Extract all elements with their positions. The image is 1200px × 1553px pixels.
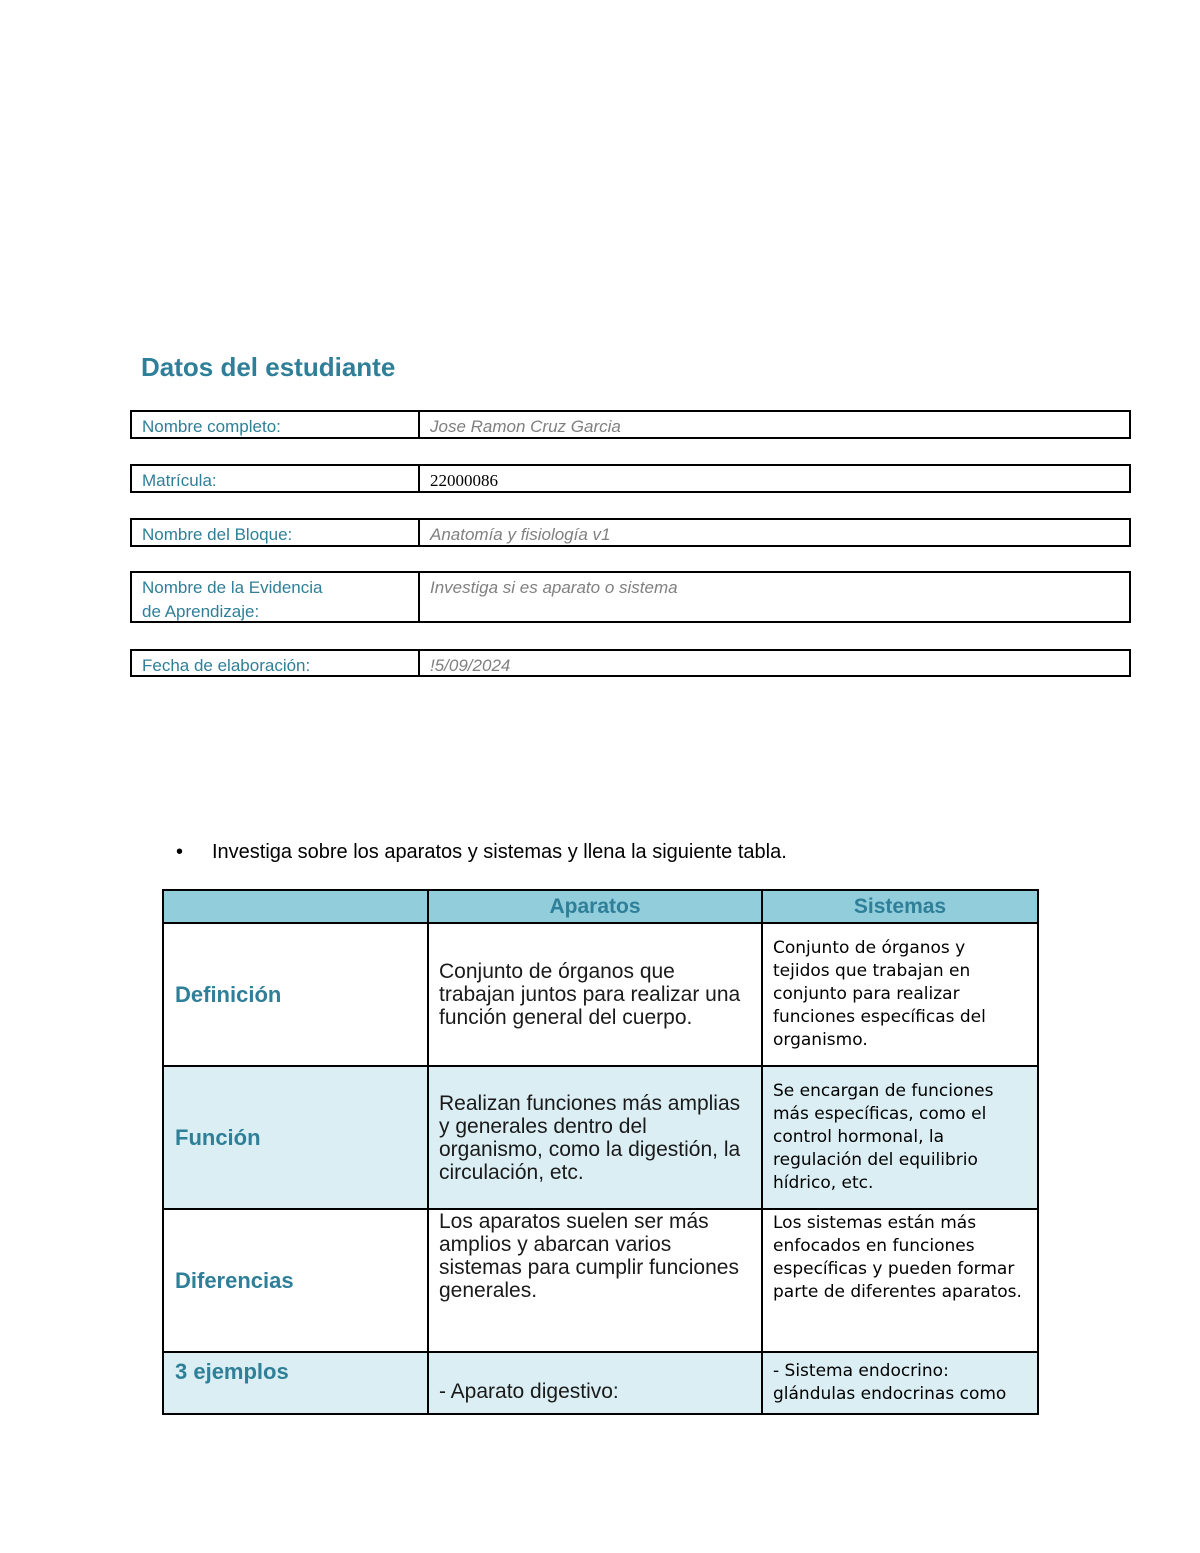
comparison-table [162, 889, 1039, 1415]
cell-aparatos: - Aparato digestivo: [428, 1352, 762, 1414]
field-nombre-evidencia [130, 571, 1131, 623]
cell-sistemas: Conjunto de órganos y tejidos que trabajan en conjunto para realizar funciones específicas del organismo. [762, 923, 1038, 1066]
instruction-text: Investiga sobre los aparatos y sistemas y llena la siguiente tabla. [212, 841, 787, 863]
field-nombre-completo [130, 410, 1131, 439]
bullet-icon: • [176, 841, 184, 863]
field-label: Nombre del Bloque: [132, 520, 420, 545]
cell-aparatos: Conjunto de órganos que trabajan juntos para realizar una función general del cuerpo. [428, 923, 762, 1066]
table-row [163, 1352, 1038, 1414]
field-value: Jose Ramon Cruz Garcia [430, 417, 621, 436]
field-value: Anatomía y fisiología v1 [430, 525, 611, 544]
table-header-empty [163, 890, 428, 923]
row-label: Función [163, 1066, 428, 1209]
field-value: Investiga si es aparato o sistema [430, 578, 678, 597]
field-label: Matrícula: [132, 466, 420, 491]
field-fecha [130, 649, 1131, 677]
row-label: Definición [163, 923, 428, 1066]
row-label: 3 ejemplos [163, 1352, 428, 1414]
field-label: Fecha de elaboración: [132, 651, 420, 675]
instruction [176, 841, 787, 864]
table-row [163, 923, 1038, 1066]
field-label [132, 573, 420, 621]
field-label-line: Nombre de la Evidencia [142, 578, 323, 597]
field-label-line: de Aprendizaje: [142, 602, 260, 621]
section-title: Datos del estudiante [141, 352, 396, 382]
table-row [163, 1209, 1038, 1352]
cell-sistemas: Los sistemas están más enfocados en funciones específicas y pueden formar parte de diferentes aparatos. [762, 1209, 1038, 1352]
table-header-row [163, 890, 1038, 923]
field-matricula [130, 464, 1131, 493]
table-header-sistemas: Sistemas [762, 890, 1038, 923]
cell-sistemas: - Sistema endocrino: glándulas endocrinas como [762, 1352, 1038, 1414]
field-value: !5/09/2024 [430, 656, 511, 675]
field-value: 22000086 [430, 471, 498, 490]
cell-aparatos: Los aparatos suelen ser más amplios y abarcan varios sistemas para cumplir funciones generales. [428, 1209, 762, 1352]
field-label: Nombre completo: [132, 412, 420, 437]
field-nombre-bloque [130, 518, 1131, 547]
table-row [163, 1066, 1038, 1209]
cell-aparatos: Realizan funciones más amplias y generales dentro del organismo, como la digestión, la circulación, etc. [428, 1066, 762, 1209]
row-label: Diferencias [163, 1209, 428, 1352]
table-header-aparatos: Aparatos [428, 890, 762, 923]
cell-sistemas: Se encargan de funciones más específicas, como el control hormonal, la regulación del equilibrio hídrico, etc. [762, 1066, 1038, 1209]
